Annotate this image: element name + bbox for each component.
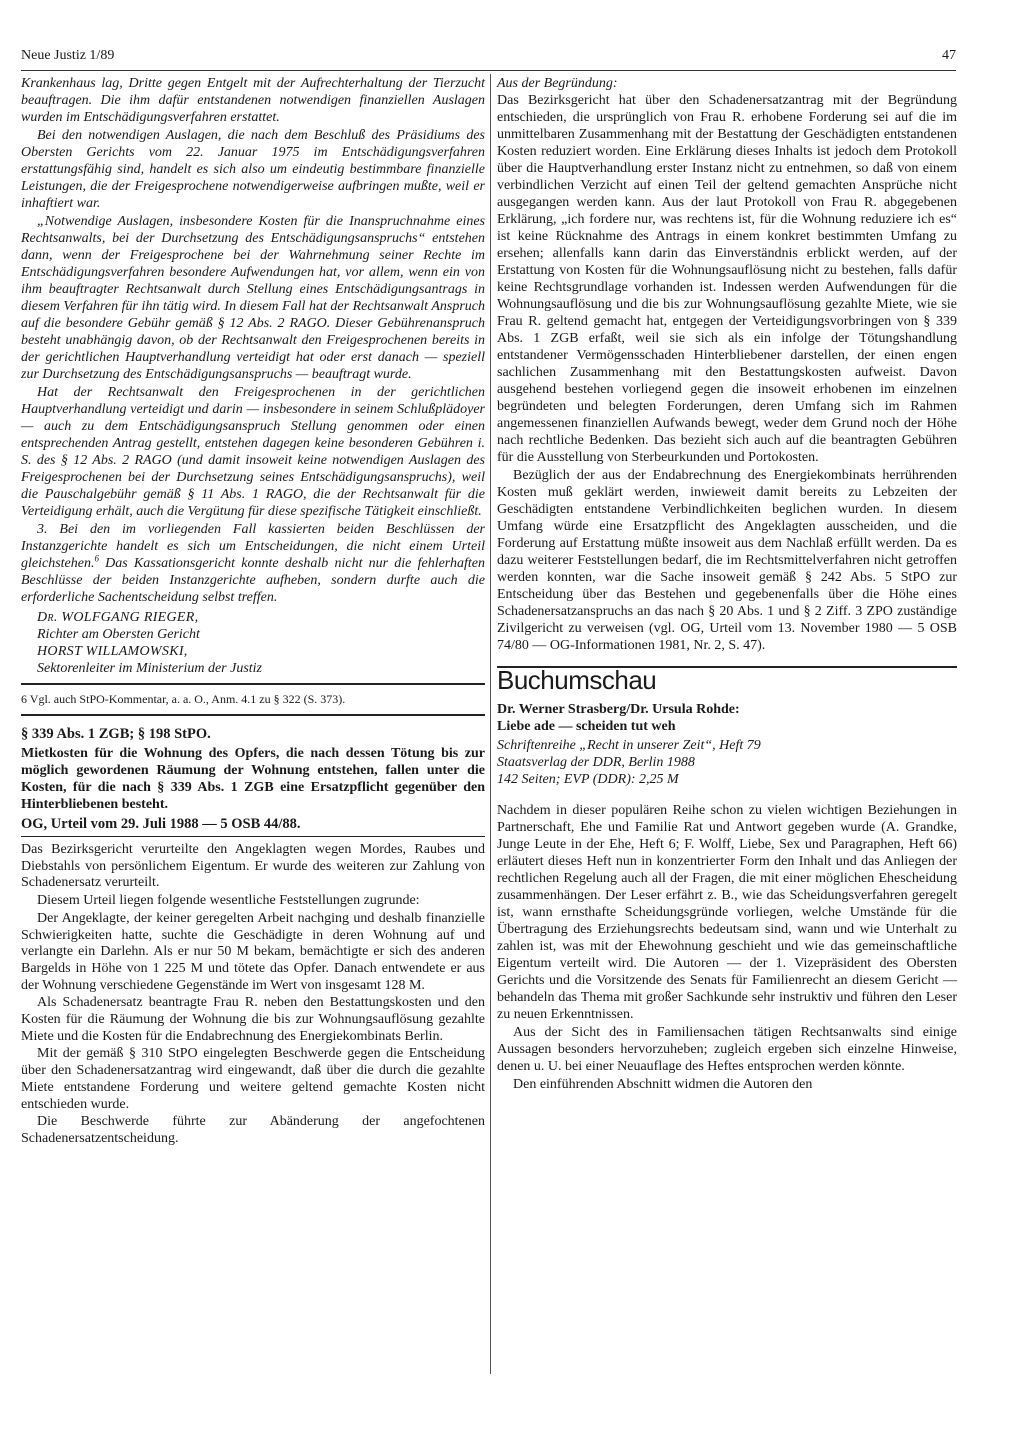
- book-price: 142 Seiten; EVP (DDR): 2,25 M: [497, 772, 679, 787]
- signatory-role: Sektorenleiter im Ministerium der Justiz: [37, 661, 262, 676]
- book-title: Liebe ade — scheiden tut weh: [497, 719, 676, 734]
- paragraph: Bezüglich der aus der Endabrechnung des Energiekombinats herrührenden Kosten muß geklärt werden, inwieweit damit bereits zu Lebzeiten der Geschädigten entstandene Verbindlichkeiten beglichen wurden. In diesem Umfang würde eine Ersatzpflicht des Angeklagten ausscheiden, und die Forderung auf Erstattung müßte insoweit aus dem Nachlaß erfüllt werden. Da es dazu weiterer Feststellungen bedarf, die im Rechtsmittelverfahren nicht getroffen werden konnten, war die Sache insoweit gemäß § 242 Abs. 5 StPO zur Entscheidung über das Bestehen und gegebenenfalls über die Höhe eines Schadenersatzanspruchs an das nach § 20 Abs. 1 und § 2 Ziff. 3 ZPO zuständige Zivilgericht zu verweisen (vgl. OG, Urteil vom 13. November 1980 — 5 OSB 74/80 — OG-Informationen 1981, Nr. 2, S. 47).: [497, 468, 957, 653]
- paragraph: Das Bezirksgericht verurteilte den Angeklagten wegen Mordes, Raubes und Diebstahls von persönlichem Eigentum. Er wurde des weiteren zur Zahlung von Schadenersatz verurteilt.: [21, 842, 485, 891]
- page-number: 47: [942, 48, 956, 63]
- paragraph: Aus der Sicht des in Familiensachen tätigen Rechtsanwalts sind einige Aussagen besonders hervorzuheben; zugleich ergeben sich einzelne Hinweise, denen u. U. bei einer Neuauflage des Heftes entsprochen werden könnte.: [497, 1025, 957, 1074]
- paragraph: [21, 521, 485, 606]
- signature-block: [21, 609, 485, 677]
- paragraph: Den einführenden Abschnitt widmen die Autoren den: [513, 1077, 813, 1092]
- paragraph: „Notwendige Auslagen, insbesondere Kosten für die Inanspruchnahme eines Rechtsanwalts, bei der Durchsetzung des Entschädigungsanspruchs“ entstehen dann, wenn der Freigesprochene bei der Wahrnehmung seiner Rechte im Entschädigungsverfahren besondere Aufwendungen hat, vor allem, wenn ein von ihm beauftragter Rechtsanwalt durch Stellung eines Entschädigungsantrags in diesem Verfahren für ihn tätig wird. In diesem Fall hat der Rechtsanwalt Anspruch auf die besondere Gebühr gemäß § 12 Abs. 2 RAGO. Dieser Gebührenanspruch besteht unabhängig davon, ob der Rechtsanwalt den Freigesprochenen bereits in der gerichtlichen Hauptverhandlung verteidigt hat oder erst danach — speziell zur Durchsetzung des Entschädigungsanspruchs — beauftragt wurde.: [21, 214, 485, 382]
- signatory-name: HORST WILLAMOWSKI,: [37, 644, 188, 659]
- paragraph-text: Das Kassationsgericht konnte deshalb nicht nur die fehlerhaften Beschlüsse der beiden Instanzgerichte aufheben, sondern durfte auch die erforderliche Sachentscheidung selbst treffen.: [21, 556, 485, 605]
- headnote: Mietkosten für die Wohnung des Opfers, die nach dessen Tötung bis zur möglich gewordenen Räumung der Wohnung entstehen, fallen unter die Kosten, für die nach § 339 Abs. 1 ZGB eine Ersatzpflicht gegenüber den Hinterbliebenen besteht.: [21, 746, 485, 812]
- paragraph: Diesem Urteil liegen folgende wesentliche Feststellungen zugrunde:: [37, 893, 420, 909]
- header-rule: [21, 70, 956, 71]
- paragraph: Krankenhaus lag, Dritte gegen Entgelt mit der Aufrechterhaltung der Tierzucht beauftragen. Die ihm dafür entstandenen notwendigen finanziellen Auslagen wurden im Entschädigungsverfahren erstattet.: [21, 76, 485, 125]
- paragraph: Bei den notwendigen Auslagen, die nach dem Beschluß des Präsidiums des Obersten Gerichts vom 22. Januar 1975 im Entschädigungsverfahren erstattungsfähig sind, handelt es sich also um eindeutig bestimmbare finanzielle Leistungen, die der Freigesprochene notwendigerweise aufbringen mußte, weil er inhaftiert war.: [21, 128, 485, 211]
- paragraph: Nachdem in dieser populären Reihe schon zu vielen wichtigen Beziehungen in Partnerschaft, Ehe und Familie Rat und Antwort gegeben wurde (A. Grandke, Junge Leute in der Ehe, Heft 6; F. Wolff, Liebe, Sex und Paragraphen, Heft 66) erläutert dieses Heft nun in konzentrierter Form den Inhalt und das Anliegen der rechtlichen Regelung auch all der Fragen, die mit einer möglichen Ehescheidung zusammenhängen. Der Leser erfährt z. B., wie das Scheidungsverfahren geregelt ist, wann ernsthafte Scheidungsgründe vorliegen, welche Umstände für die Übertragung des Erziehungsrechts bedeutsam sind, wann und wie Unterhalt zu zahlen ist, was mit der Ehewohnung geschieht und wie das gemeinschaftliche Eigentum verteilt wird. Die Autoren — der 1. Vizepräsident des Obersten Gerichts und die Vorsitzende des Senats für Familienrecht an diesem Gericht — behandeln das Thema mit großer Sachkunde sehr instruktiv und führen den Leser zu neuen Erkenntnissen.: [497, 803, 957, 1022]
- section-title: Buchumschau: [497, 665, 657, 695]
- footnote-marker: 6: [94, 553, 99, 564]
- signatory-name: Dr. WOLFGANG RIEGER,: [37, 610, 199, 625]
- spacer: [497, 788, 957, 802]
- paragraph: Das Bezirksgericht hat über den Schadenersatzantrag mit der Begründung entschieden, die ursprünglich von Frau R. erhobene Forderung sei auf die im unmittelbaren Zusammenhang mit der Bestattung der Geschädigten entstandenen Kosten reduziert worden. Eine Erklärung dieses Inhalts ist jedoch dem Protokoll über die Hauptverhandlung erster Instanz nicht zu entnehmen, so daß von einem verbindlichen Verzicht auf einen Teil der geltend gemachten Ansprüche nicht ausgegangen werden kann. Aus der laut Protokoll von Frau R. abgegebenen Erklärung, „ich fordere nur, was rechtens ist, für die Wohnung reduziere ich es“ ist keine Rücknahme des Antrags in einem konkret bestimmten Umfang zu ersehen; allenfalls kann darin das Einverständnis erblickt werden, auf der Erstattung von Kosten für die Wohnungsauflösung nicht zu bestehen, falls dafür keine Rechtsgrundlage vorhanden ist. Indessen werden Aufwendungen für die Wohnungsauflösung und die bis zur Wohnungsauflösung gezahlte Miete, wie sie Frau R. geltend gemacht hat, entgegen der Verteidigungsvorbringen von § 339 Abs. 1 ZGB erfaßt, weil sie sich als ein infolge der Tötungshandlung entstandener Vermögensschaden Hinterbliebener darstellen, der einen engen sachlichen Zusammenhang mit den Bestattungskosten aufweist. Davon ausgehend bestehen vorliegend gegen die insoweit erhobenen im einzelnen begründeten und belegten Forderungen, deren Umfang sich im Rahmen angemessenen finanziellen Aufwands bewegt, weder dem Grund noch der Höhe nach rechtliche Bedenken. Das bezieht sich auch auf die beantragten Gebühren für die Ausstellung von Sterbeurkunden und Portokosten.: [497, 93, 957, 465]
- left-column: [21, 75, 485, 1149]
- footnote: 6 Vgl. auch StPO-Kommentar, a. a. O., Anm. 4.1 zu § 322 (S. 373).: [21, 692, 346, 706]
- book-authors: Dr. Werner Strasberg/Dr. Ursula Rohde:: [497, 702, 740, 717]
- section-rule: [21, 714, 485, 716]
- running-header: [21, 48, 956, 66]
- paragraph: Der Angeklagte, der keiner geregelten Arbeit nachging und deshalb finanzielle Schwierigkeiten hatte, suchte die Geschädigte in deren Wohnung auf und verlangte ein Darlehn. Als er nur 50 M bekam, bemächtigte er sich des anderen Bargelds in Höhe von 1 225 M und tötete das Opfer. Danach entwendete er aus der Wohnung verschiedene Gegenstände im Wert von insgesamt 128 M.: [21, 910, 485, 993]
- right-column: [497, 75, 957, 1094]
- paragraph: Mit der gemäß § 310 StPO eingelegten Beschwerde gegen die Entscheidung über den Schadenersatzantrag wird eingewandt, daß über die durch die gezahlte Miete entstandene Forderung und weitere geltend gemachte Kosten nicht entschieden wurde.: [21, 1046, 485, 1112]
- court-citation: OG, Urteil vom 29. Juli 1988 — 5 OSB 44/88.: [21, 816, 301, 832]
- book-publisher: Staatsverlag der DDR, Berlin 1988: [497, 755, 695, 770]
- paragraph: Als Schadenersatz beantragte Frau R. neben den Bestattungskosten und den Kosten für die Räumung der Wohnung die bis zur Wohnungsauflösung gezahlte Miete und die Kosten für die Endabrechnung des Energiekombinats Berlin.: [21, 995, 485, 1044]
- subheading: Aus der Begründung:: [497, 76, 618, 91]
- column-divider: [490, 74, 491, 1374]
- signatory-role: Richter am Obersten Gericht: [37, 627, 200, 642]
- citation-rule: [21, 836, 485, 837]
- paragraph-text: 3. Bei den im vorliegenden Fall kassierten beiden Beschlüssen der Instanzgerichte handelt es sich um Entscheidungen, die nicht einem Urteil gleichstehen.: [21, 522, 485, 571]
- footnote-rule: [21, 683, 485, 685]
- journal-title: Neue Justiz 1/89: [21, 48, 115, 63]
- book-series: Schriftenreihe „Recht in unserer Zeit“, Heft 79: [497, 738, 761, 753]
- legal-reference: § 339 Abs. 1 ZGB; § 198 StPO.: [21, 726, 211, 742]
- paragraph: Hat der Rechtsanwalt den Freigesprochenen in der gerichtlichen Hauptverhandlung verteidigt und darin — insbesondere in seinem Schlußplädoyer — auch zu dem Entschädigungsanspruch Stellung genommen oder einen entsprechenden Antrag gestellt, entstehen dagegen keine besonderen Gebühren i. S. des § 12 Abs. 2 RAGO (und damit insoweit keine notwendigen Auslagen des Freigesprochenen bei der Durchsetzung seines Entschädigungsanspruchs), weil die Pauschalgebühr gemäß § 11 Abs. 1 RAGO, die der Rechtsanwalt für die Verteidigung erhält, auch die Vergütung für diese spezifische Tätigkeit einschließt.: [21, 385, 485, 519]
- paragraph: Die Beschwerde führte zur Abänderung der angefochtenen Schadenersatzentscheidung.: [21, 1114, 485, 1146]
